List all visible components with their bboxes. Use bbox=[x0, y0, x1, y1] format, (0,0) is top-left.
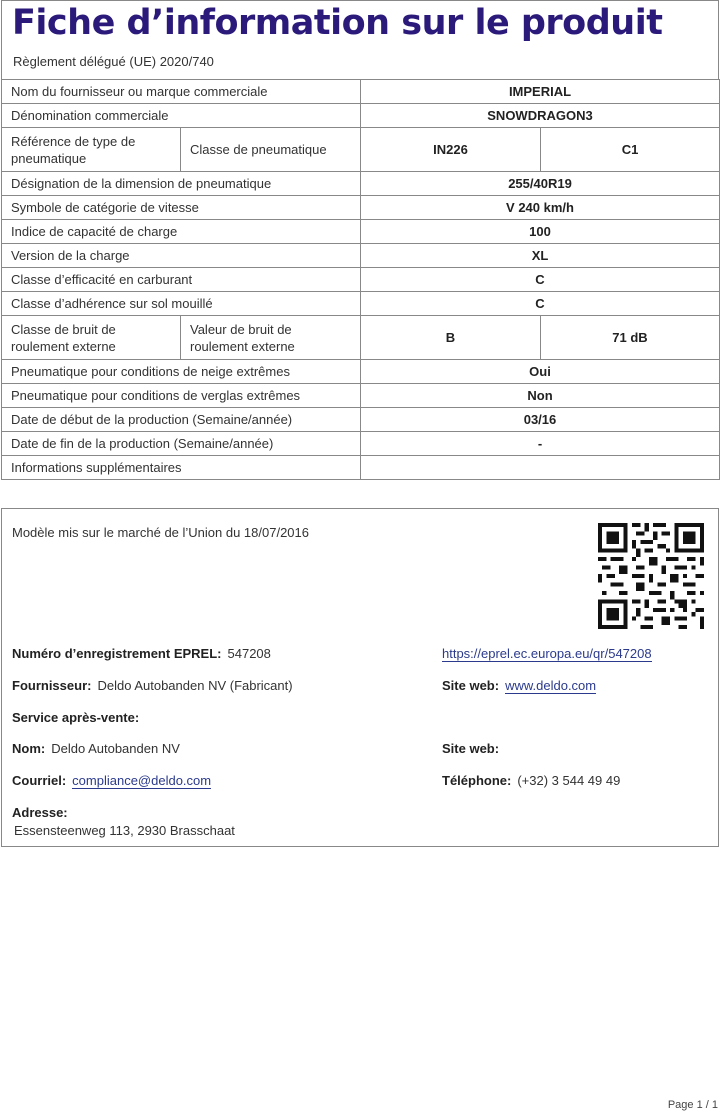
phone-value: (+32) 3 544 49 49 bbox=[517, 773, 621, 788]
speed-label: Symbole de catégorie de vitesse bbox=[2, 196, 361, 220]
table-row bbox=[2, 408, 720, 432]
tyre-class-label: Classe de pneumatique bbox=[181, 128, 361, 172]
market-date-text: Modèle mis sur le marché de l’Union du 18/07/2016 bbox=[12, 525, 310, 540]
eprel-number bbox=[12, 646, 271, 661]
table-row bbox=[2, 80, 720, 104]
table-row bbox=[2, 432, 720, 456]
service-website-line bbox=[442, 741, 505, 756]
load-index-label: Indice de capacité de charge bbox=[2, 220, 361, 244]
table-row bbox=[2, 220, 720, 244]
table-row bbox=[2, 104, 720, 128]
load-version-value: XL bbox=[361, 244, 720, 268]
name-label: Nom: bbox=[12, 741, 46, 756]
website-line bbox=[442, 678, 596, 693]
name-value: Deldo Autobanden NV bbox=[51, 741, 180, 756]
service-name-line bbox=[12, 741, 180, 756]
extra-info-value bbox=[361, 456, 720, 480]
page-title: Fiche d’information sur le produit bbox=[12, 3, 663, 43]
eprel-label: Numéro d’enregistrement EPREL: bbox=[12, 646, 222, 661]
service-label: Service après-vente: bbox=[12, 710, 140, 725]
supplier-value: IMPERIAL bbox=[361, 80, 720, 104]
eprel-link-wrap bbox=[442, 646, 652, 661]
phone-label: Téléphone: bbox=[442, 773, 512, 788]
extra-info-label: Informations supplémentaires bbox=[2, 456, 361, 480]
address-label: Adresse: bbox=[12, 805, 68, 820]
size-value: 255/40R19 bbox=[361, 172, 720, 196]
table-row bbox=[2, 268, 720, 292]
table-row bbox=[2, 128, 720, 172]
snow-value: Oui bbox=[361, 360, 720, 384]
table-row bbox=[2, 196, 720, 220]
supplier-label: Fournisseur: bbox=[12, 678, 92, 693]
ice-label: Pneumatique pour conditions de verglas extrêmes bbox=[2, 384, 361, 408]
tyre-class-value: C1 bbox=[541, 128, 720, 172]
service-heading bbox=[12, 710, 145, 725]
supplier-line bbox=[12, 678, 293, 693]
supplier-label: Nom du fournisseur ou marque commerciale bbox=[2, 80, 361, 104]
phone-line bbox=[442, 773, 620, 788]
table-row bbox=[2, 384, 720, 408]
fuel-class-label: Classe d’efficacité en carburant bbox=[2, 268, 361, 292]
table-row bbox=[2, 316, 720, 360]
email-line bbox=[12, 773, 211, 788]
title-box bbox=[1, 0, 719, 79]
wet-grip-label: Classe d’adhérence sur sol mouillé bbox=[2, 292, 361, 316]
denomination-value: SNOWDRAGON3 bbox=[361, 104, 720, 128]
prod-end-value: - bbox=[361, 432, 720, 456]
email-label: Courriel: bbox=[12, 773, 67, 788]
denomination-label: Dénomination commerciale bbox=[2, 104, 361, 128]
load-index-value: 100 bbox=[361, 220, 720, 244]
prod-end-label: Date de fin de la production (Semaine/année) bbox=[2, 432, 361, 456]
address-value: Essensteenweg 113, 2930 Brasschaat bbox=[14, 823, 235, 838]
address-heading bbox=[12, 805, 74, 820]
size-label: Désignation de la dimension de pneumatique bbox=[2, 172, 361, 196]
table-row bbox=[2, 172, 720, 196]
website-link[interactable]: www.deldo.com bbox=[505, 678, 597, 693]
website-label: Site web: bbox=[442, 678, 500, 693]
table-row bbox=[2, 456, 720, 480]
fuel-class-value: C bbox=[361, 268, 720, 292]
supplier-info-box bbox=[1, 508, 719, 847]
type-ref-value: IN226 bbox=[361, 128, 541, 172]
noise-value-value: 71 dB bbox=[541, 316, 720, 360]
speed-value: V 240 km/h bbox=[361, 196, 720, 220]
table-row bbox=[2, 360, 720, 384]
type-ref-label: Référence de type de pneumatique bbox=[2, 128, 181, 172]
qr-code-icon bbox=[598, 523, 704, 629]
table-row bbox=[2, 244, 720, 268]
regulation-text: Règlement délégué (UE) 2020/740 bbox=[13, 54, 214, 69]
service-website-label: Site web: bbox=[442, 741, 500, 756]
noise-class-value: B bbox=[361, 316, 541, 360]
noise-value-label: Valeur de bruit de roulement externe bbox=[181, 316, 361, 360]
noise-class-label: Classe de bruit de roulement externe bbox=[2, 316, 181, 360]
email-link[interactable]: compliance@deldo.com bbox=[72, 773, 212, 788]
wet-grip-value: C bbox=[361, 292, 720, 316]
product-spec-table bbox=[1, 79, 720, 480]
snow-label: Pneumatique pour conditions de neige extrêmes bbox=[2, 360, 361, 384]
prod-start-value: 03/16 bbox=[361, 408, 720, 432]
supplier-value: Deldo Autobanden NV (Fabricant) bbox=[97, 678, 293, 693]
page-number: Page 1 / 1 bbox=[667, 1099, 718, 1111]
prod-start-label: Date de début de la production (Semaine/année) bbox=[2, 408, 361, 432]
eprel-value: 547208 bbox=[227, 646, 271, 661]
ice-value: Non bbox=[361, 384, 720, 408]
eprel-link[interactable]: https://eprel.ec.europa.eu/qr/547208 bbox=[442, 646, 652, 661]
load-version-label: Version de la charge bbox=[2, 244, 361, 268]
table-row bbox=[2, 292, 720, 316]
